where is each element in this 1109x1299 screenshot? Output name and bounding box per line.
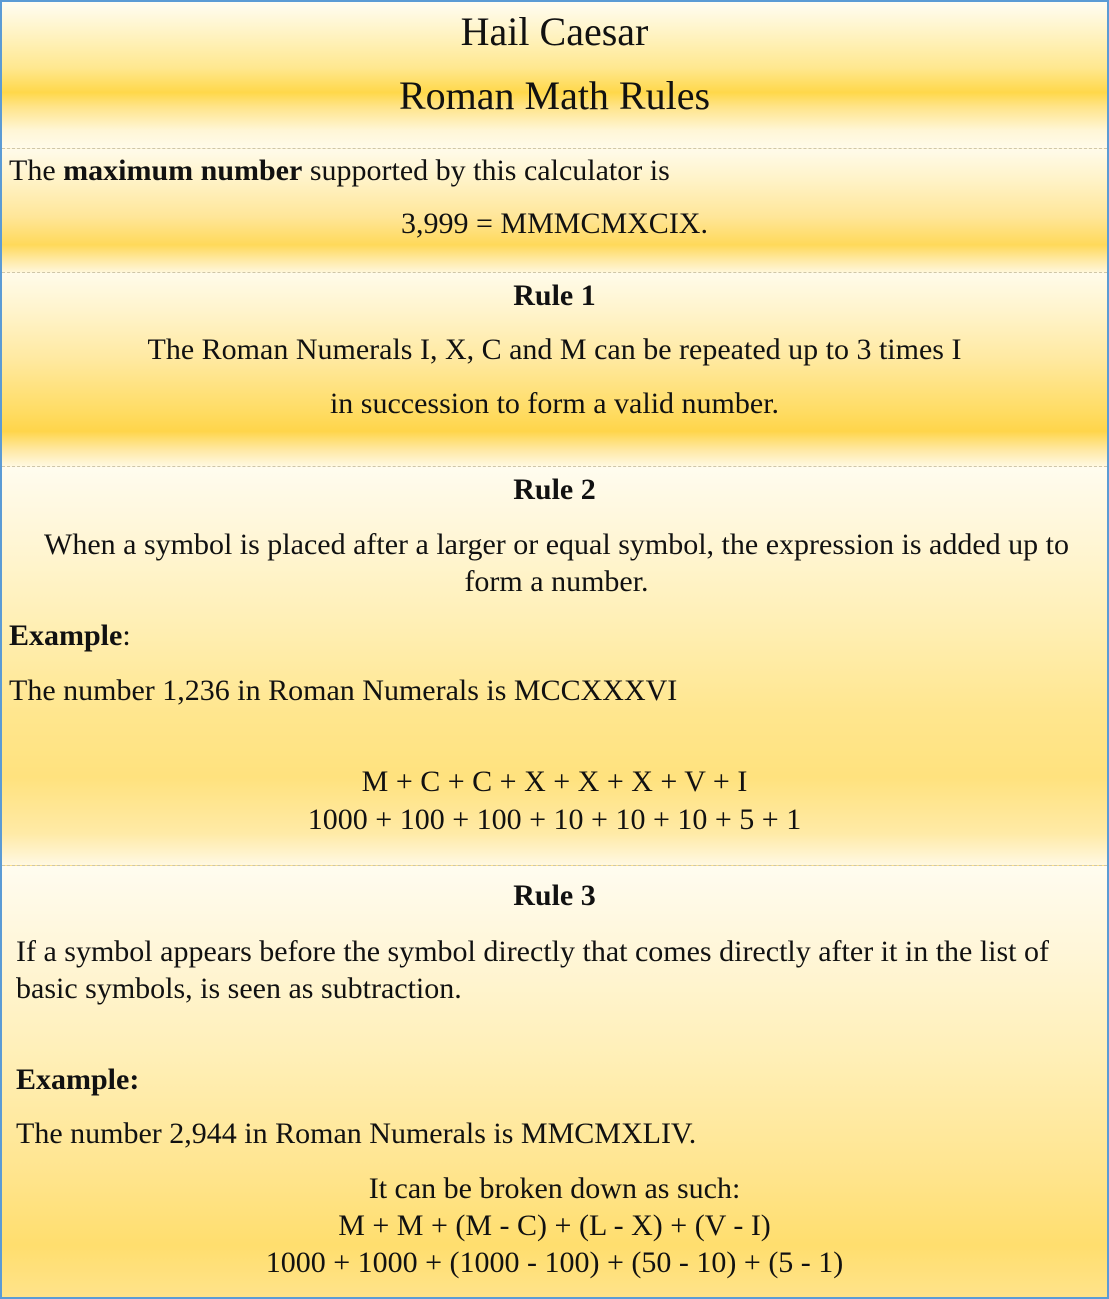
rule1-heading: Rule 1 (513, 279, 596, 312)
rule1-section (2, 272, 1107, 466)
rule2-description: When a symbol is placed after a larger or equal symbol, the expression is added up to form a number. (44, 528, 1069, 598)
rule2-example-word: Example (9, 619, 123, 652)
rule3-breakdown-intro: It can be broken down as such: (368, 1172, 741, 1205)
rule2-section (2, 466, 1107, 865)
title-section (2, 2, 1107, 148)
rule3-section (2, 865, 1107, 1297)
page-title: Roman Math Rules (398, 73, 711, 118)
rule1-text-line1: The Roman Numerals I, X, C and M can be repeated up to 3 times I (147, 333, 962, 366)
rule2-example-label (9, 619, 131, 653)
rule2-values-line: 1000 + 100 + 100 + 10 + 10 + 10 + 5 + 1 (307, 803, 802, 836)
rule3-description: If a symbol appears before the symbol directly that comes directly after it in the list of basic symbols, is seen as subtraction. (16, 935, 1050, 1005)
rule2-heading: Rule 2 (513, 473, 596, 506)
rule2-symbols-line: M + C + C + X + X + X + V + I (361, 765, 748, 798)
max-number-section (2, 148, 1107, 272)
rule2-example-text: The number 1,236 in Roman Numerals is MCCXXXVI (9, 674, 678, 707)
rule1-text-line2: in succession to form a valid number. (329, 387, 780, 420)
rule2-example-colon: : (122, 619, 131, 652)
app-title: Hail Caesar (460, 9, 649, 54)
rule3-example-text: The number 2,944 in Roman Numerals is MMCMXLIV. (16, 1117, 697, 1150)
max-number-bold: maximum number (63, 154, 303, 187)
rule3-example-label: Example: (16, 1063, 140, 1096)
max-number-prefix: The (9, 154, 64, 187)
max-number-suffix: supported by this calculator is (302, 154, 670, 187)
max-number-value: 3,999 = MMMCMXCIX. (401, 207, 708, 240)
rule3-values-line: 1000 + 1000 + (1000 - 100) + (50 - 10) + (5 - 1) (265, 1246, 844, 1279)
rule3-symbols-line: M + M + (M - C) + (L - X) + (V - I) (338, 1209, 771, 1242)
rule3-heading: Rule 3 (513, 879, 596, 912)
max-number-sentence (9, 154, 670, 188)
